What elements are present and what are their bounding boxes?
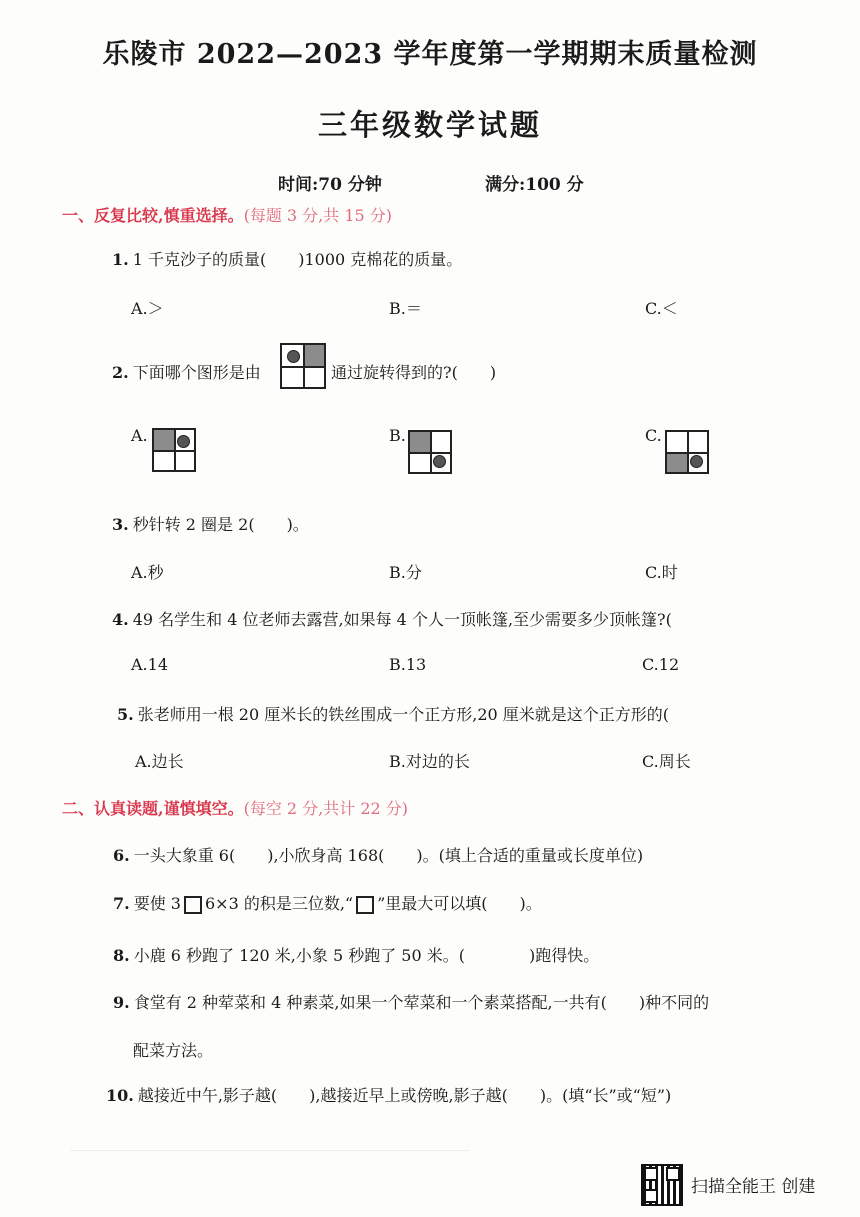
question-text-a: 要使 3 bbox=[133, 894, 181, 913]
q1-option-b[interactable]: B.＝ bbox=[389, 299, 422, 318]
question-text: 越接近中午,影子越( ),越接近早上或傍晚,影子越( )。(填“长”或“短”) bbox=[137, 1086, 672, 1105]
question-9-continuation: 配菜方法。 bbox=[133, 1041, 214, 1060]
exam-time: 时间:70 分钟 bbox=[278, 175, 382, 195]
question-number: 7. bbox=[113, 894, 130, 913]
dot-icon bbox=[690, 455, 703, 468]
digit-blank-box[interactable] bbox=[356, 896, 374, 914]
dot-icon bbox=[287, 350, 300, 363]
section1-title: 一、反复比较,慎重选择。 bbox=[62, 206, 244, 225]
qr-code-icon bbox=[641, 1164, 683, 1206]
question-text-b: 6×3 的积是三位数,“ bbox=[204, 894, 354, 913]
q5-option-c[interactable]: C.周长 bbox=[642, 752, 691, 771]
question-number: 10. bbox=[106, 1086, 134, 1105]
question-text: 1 千克沙子的质量( )1000 克棉花的质量。 bbox=[132, 250, 463, 269]
question-number: 9. bbox=[113, 993, 130, 1012]
q2-option-b[interactable]: B. bbox=[389, 426, 406, 445]
q4-option-c[interactable]: C.12 bbox=[642, 655, 680, 674]
question-6 bbox=[113, 843, 643, 866]
question-number: 3. bbox=[112, 515, 129, 534]
question-text-c: ”里最大可以填( )。 bbox=[377, 894, 542, 913]
q1-option-a[interactable]: A.＞ bbox=[131, 299, 164, 318]
q3-option-c[interactable]: C.时 bbox=[645, 563, 678, 582]
question-text: 小鹿 6 秒跑了 120 米,小象 5 秒跑了 50 米。( )跑得快。 bbox=[133, 946, 600, 965]
section1-points: (每题 3 分,共 15 分) bbox=[243, 206, 393, 225]
question-text: 张老师用一根 20 厘米长的铁丝围成一个正方形,20 厘米就是这个正方形的( bbox=[137, 705, 670, 724]
question-text: 49 名学生和 4 位老师去露营,如果每 4 个人一顶帐篷,至少需要多少顶帐篷?( bbox=[132, 610, 672, 629]
footer-divider bbox=[70, 1150, 470, 1151]
q3-option-a[interactable]: A.秒 bbox=[131, 563, 164, 582]
dot-icon bbox=[433, 455, 446, 468]
exam-score: 满分:100 分 bbox=[485, 175, 584, 195]
section1-heading bbox=[62, 203, 392, 226]
q2-option-c[interactable]: C. bbox=[645, 426, 662, 445]
exam-subtitle: 三年级数学试题 bbox=[317, 108, 542, 142]
question-number: 5. bbox=[117, 705, 134, 724]
question-3 bbox=[112, 512, 309, 535]
q5-option-b[interactable]: B.对边的长 bbox=[389, 752, 470, 771]
question-2 bbox=[112, 360, 261, 383]
question-number: 1. bbox=[112, 250, 129, 269]
digit-blank-box[interactable] bbox=[184, 896, 202, 914]
q3-option-b[interactable]: B.分 bbox=[389, 563, 422, 582]
option-c-grid-figure[interactable] bbox=[665, 430, 709, 474]
dot-icon bbox=[177, 435, 190, 448]
question-number: 6. bbox=[113, 846, 130, 865]
question-number: 4. bbox=[112, 610, 129, 629]
question-7 bbox=[113, 891, 542, 914]
question-4 bbox=[112, 607, 672, 630]
exam-title: 乐陵市 2022—2023 学年度第一学期期末质量检测 bbox=[102, 39, 758, 70]
question-8 bbox=[113, 943, 599, 966]
reference-grid-figure bbox=[280, 343, 326, 389]
q5-option-a[interactable]: A.边长 bbox=[135, 752, 184, 771]
question-text: 一头大象重 6( ),小欣身高 168( )。(填上合适的重量或长度单位) bbox=[133, 846, 644, 865]
option-a-grid-figure[interactable] bbox=[152, 428, 196, 472]
section2-title: 二、认真读题,谨慎填空。 bbox=[62, 799, 244, 818]
q4-option-a[interactable]: A.14 bbox=[131, 655, 168, 674]
section2-points: (每空 2 分,共计 22 分) bbox=[243, 799, 409, 818]
question-9 bbox=[113, 990, 709, 1013]
q2-option-a[interactable]: A. bbox=[131, 426, 148, 445]
question-number: 2. bbox=[112, 363, 129, 382]
question-text-before: 下面哪个图形是由 bbox=[132, 363, 261, 382]
question-5 bbox=[117, 702, 669, 725]
question-1 bbox=[112, 247, 462, 270]
q4-option-b[interactable]: B.13 bbox=[389, 655, 427, 674]
scanner-brand-label: 扫描全能王 创建 bbox=[691, 1177, 816, 1197]
question-text-after: 通过旋转得到的?( ) bbox=[331, 363, 497, 382]
question-text: 食堂有 2 种荤菜和 4 种素菜,如果一个荤菜和一个素菜搭配,一共有( )种不同的 bbox=[133, 993, 710, 1012]
section2-heading bbox=[62, 796, 408, 819]
question-10 bbox=[106, 1083, 671, 1106]
question-number: 8. bbox=[113, 946, 130, 965]
question-text: 秒针转 2 圈是 2( )。 bbox=[132, 515, 309, 534]
q1-option-c[interactable]: C.＜ bbox=[645, 299, 678, 318]
option-b-grid-figure[interactable] bbox=[408, 430, 452, 474]
